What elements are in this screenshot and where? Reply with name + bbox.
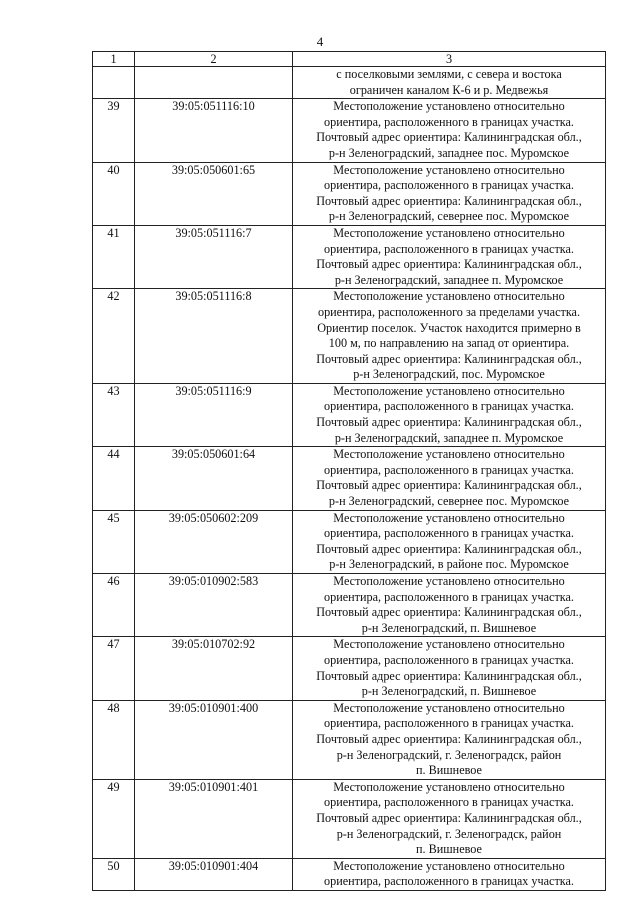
location-description-cell xyxy=(293,779,606,858)
description-line: Почтовый адрес ориентира: Калининградская обл., xyxy=(316,351,582,366)
description-line: р-н Зеленоградский, г. Зеленоградск, район xyxy=(336,826,562,841)
location-description-cell xyxy=(293,510,606,573)
location-description-cell xyxy=(293,700,606,779)
row-number-cell: 39 xyxy=(93,99,135,162)
description-line: р-н Зеленоградский, в районе пос. Муромское xyxy=(329,557,569,572)
cadastral-number-cell: 39:05:010901:401 xyxy=(135,779,293,858)
location-description-cell xyxy=(293,289,606,384)
description-line: р-н Зеленоградский, западнее пос. Муромское xyxy=(328,145,570,160)
location-description-cell xyxy=(293,858,606,890)
description-line: Местоположение установлено относительно xyxy=(333,225,565,240)
description-line: Почтовый адрес ориентира: Калининградская обл., xyxy=(316,478,582,493)
cadastral-number-cell: 39:05:051116:9 xyxy=(135,383,293,446)
row-number-cell: 40 xyxy=(93,162,135,225)
cadastral-number-cell: 39:05:051116:8 xyxy=(135,289,293,384)
description-line: Почтовый адрес ориентира: Калининградская обл., xyxy=(316,257,582,272)
description-line: ориентира, расположенного в границах участка. xyxy=(324,399,574,414)
description-line: р-н Зеленоградский, п. Вишневое xyxy=(361,620,537,635)
page-number: 4 xyxy=(316,34,324,49)
description-line: р-н Зеленоградский, севернее пос. Муромское xyxy=(328,209,570,224)
description-line: Местоположение установлено относительно xyxy=(333,289,565,304)
description-line: ориентира, расположенного в границах участка. xyxy=(324,178,574,193)
description-line: ориентира, расположенного за пределами участка. xyxy=(317,304,581,319)
description-line: ориентира, расположенного в границах участка. xyxy=(324,652,574,667)
description-line: Местоположение установлено относительно xyxy=(333,700,565,715)
continuation-cadastral-cell xyxy=(135,67,293,99)
column-number-3: 3 xyxy=(293,52,606,67)
location-description-cell xyxy=(293,637,606,700)
cadastral-number-cell: 39:05:050601:64 xyxy=(135,447,293,510)
description-line: р-н Зеленоградский, п. Вишневое xyxy=(361,684,537,699)
description-line: Местоположение установлено относительно xyxy=(333,447,565,462)
location-description-cell xyxy=(293,447,606,510)
table-body xyxy=(93,67,606,891)
description-line: Местоположение установлено относительно xyxy=(333,858,565,873)
table-row xyxy=(93,700,606,779)
description-line: Местоположение установлено относительно xyxy=(333,779,565,794)
table-row xyxy=(93,289,606,384)
description-line: п. Вишневое xyxy=(416,842,482,857)
cadastral-number-cell: 39:05:050601:65 xyxy=(135,162,293,225)
table-row xyxy=(93,779,606,858)
description-line: Почтовый адрес ориентира: Калининградская обл., xyxy=(316,415,582,430)
column-number-header-row xyxy=(93,52,606,67)
description-line: Местоположение установлено относительно xyxy=(333,99,565,114)
description-line: ориентира, расположенного в границах участка. xyxy=(324,241,574,256)
cadastral-number-cell: 39:05:010702:92 xyxy=(135,637,293,700)
table-row xyxy=(93,225,606,288)
table-row xyxy=(93,637,606,700)
description-line: Местоположение установлено относительно xyxy=(333,637,565,652)
description-line: ориентира, расположенного в границах участка. xyxy=(324,795,574,810)
continuation-description-cell xyxy=(293,67,606,99)
cadastral-number-cell: 39:05:010901:404 xyxy=(135,858,293,890)
cadastral-number-cell: 39:05:051116:10 xyxy=(135,99,293,162)
description-line: с поселковыми землями, с севера и востока xyxy=(336,67,562,81)
location-description-cell xyxy=(293,99,606,162)
description-line: р-н Зеленоградский, пос. Муромское xyxy=(353,367,545,382)
table-row xyxy=(93,447,606,510)
table-row xyxy=(93,99,606,162)
description-line: п. Вишневое xyxy=(416,763,482,778)
location-description-cell xyxy=(293,225,606,288)
description-line: ориентира, расположенного в границах участка. xyxy=(324,526,574,541)
row-number-cell: 43 xyxy=(93,383,135,446)
description-line: Почтовый адрес ориентира: Калининградская обл., xyxy=(316,605,582,620)
description-line: Местоположение установлено относительно xyxy=(333,383,565,398)
description-line: Ориентир поселок. Участок находится примерно в xyxy=(317,320,581,335)
description-line: ограничен каналом К-6 и р. Медвежья xyxy=(349,82,549,97)
continuation-num-cell xyxy=(93,67,135,99)
row-number-cell: 45 xyxy=(93,510,135,573)
description-line: ориентира, расположенного в границах участка. xyxy=(324,874,574,889)
location-description-cell xyxy=(293,383,606,446)
row-number-cell: 41 xyxy=(93,225,135,288)
description-line: р-н Зеленоградский, западнее п. Муромское xyxy=(334,430,564,445)
row-number-cell: 50 xyxy=(93,858,135,890)
description-line: р-н Зеленоградский, западнее п. Муромское xyxy=(334,272,564,287)
description-line: ориентира, расположенного в границах участка. xyxy=(324,589,574,604)
description-line: Почтовый адрес ориентира: Калининградская обл., xyxy=(316,668,582,683)
continuation-row xyxy=(93,67,606,99)
row-number-cell: 42 xyxy=(93,289,135,384)
table-row xyxy=(93,858,606,890)
description-line: Местоположение установлено относительно xyxy=(333,162,565,177)
description-line: Местоположение установлено относительно xyxy=(333,574,565,588)
table-row xyxy=(93,574,606,637)
description-line: ориентира, расположенного в границах участка. xyxy=(324,462,574,477)
location-description-cell xyxy=(293,162,606,225)
description-line: ориентира, расположенного в границах участка. xyxy=(324,716,574,731)
description-line: р-н Зеленоградский, г. Зеленоградск, район xyxy=(336,747,562,762)
cadastral-number-cell: 39:05:010902:583 xyxy=(135,574,293,637)
table-row xyxy=(93,383,606,446)
description-line: ориентира, расположенного в границах участка. xyxy=(324,114,574,129)
row-number-cell: 47 xyxy=(93,637,135,700)
row-number-cell: 48 xyxy=(93,700,135,779)
table-row xyxy=(93,162,606,225)
description-line: 100 м, по направлению на запад от ориентира. xyxy=(328,336,570,351)
row-number-cell: 49 xyxy=(93,779,135,858)
description-line: Местоположение установлено относительно xyxy=(333,510,565,525)
location-description-cell xyxy=(293,574,606,637)
column-number-2: 2 xyxy=(135,52,293,67)
description-line: р-н Зеленоградский, севернее пос. Муромское xyxy=(328,494,570,509)
row-number-cell: 46 xyxy=(93,574,135,637)
description-line: Почтовый адрес ориентира: Калининградская обл., xyxy=(316,810,582,825)
column-number-1: 1 xyxy=(93,52,135,67)
description-line: Почтовый адрес ориентира: Калининградская обл., xyxy=(316,731,582,746)
cadastral-number-cell: 39:05:010901:400 xyxy=(135,700,293,779)
cadastral-number-cell: 39:05:050602:209 xyxy=(135,510,293,573)
row-number-cell: 44 xyxy=(93,447,135,510)
description-line: Почтовый адрес ориентира: Калининградская обл., xyxy=(316,193,582,208)
table-row xyxy=(93,510,606,573)
cadastral-number-cell: 39:05:051116:7 xyxy=(135,225,293,288)
description-line: Почтовый адрес ориентира: Калининградская обл., xyxy=(316,130,582,145)
description-line: Почтовый адрес ориентира: Калининградская обл., xyxy=(316,541,582,556)
land-plot-registry-table xyxy=(92,51,606,891)
